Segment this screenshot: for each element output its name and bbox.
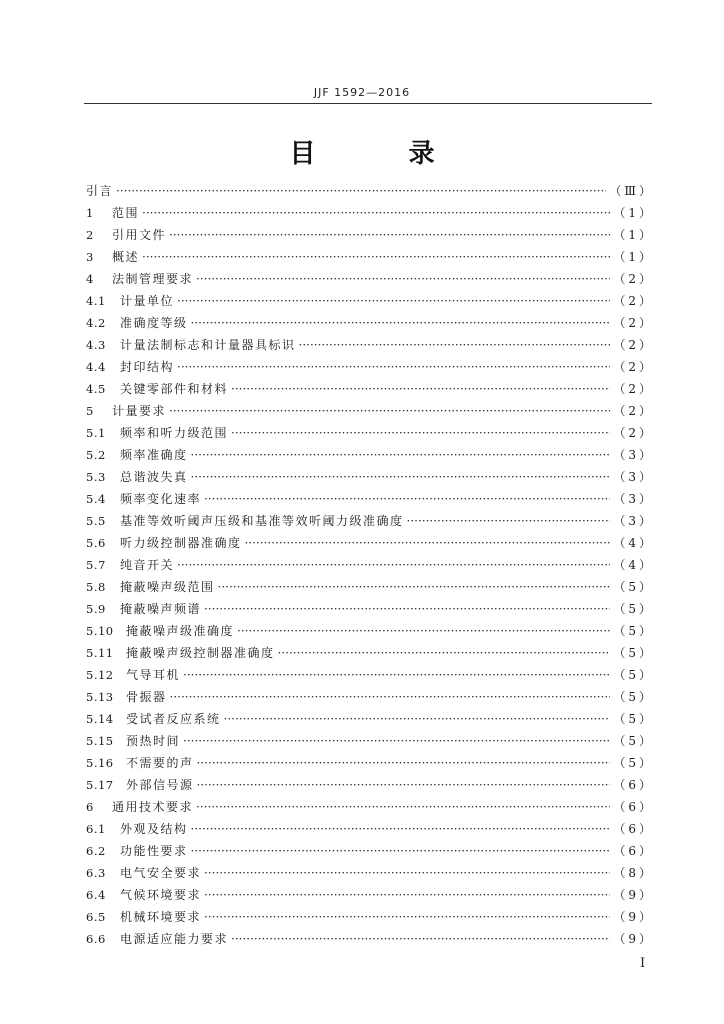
toc-entry[interactable]	[86, 400, 654, 422]
toc-entry-number: 5.9	[86, 602, 106, 616]
toc-entry[interactable]	[86, 268, 654, 290]
toc-entry[interactable]	[86, 246, 654, 268]
toc-leader-dots	[169, 400, 610, 422]
toc-entry-page: （6）	[613, 800, 654, 814]
toc-entry-title: 通用技术要求	[112, 800, 194, 814]
toc-entry-title: 计量单位	[120, 294, 175, 308]
toc-entry-page: （3）	[613, 470, 654, 484]
toc-entry-title: 频率准确度	[120, 448, 188, 462]
toc-entry-title: 准确度等级	[120, 316, 188, 330]
toc-leader-dots	[183, 664, 610, 686]
toc-entry-title: 引言	[86, 184, 114, 198]
header-rule	[84, 103, 652, 104]
toc-entry[interactable]	[86, 840, 654, 862]
toc-entry-title: 气候环境要求	[120, 888, 202, 902]
toc-entry-page: （5）	[613, 624, 654, 638]
toc-entry[interactable]	[86, 620, 654, 642]
toc-leader-dots	[204, 862, 610, 884]
toc-entry-number: 4.2	[86, 316, 106, 330]
toc-entry-title: 频率和听力级范围	[120, 426, 229, 440]
toc-entry-page: （1）	[613, 228, 654, 242]
toc-leader-dots	[245, 532, 611, 554]
toc-entry-title: 掩蔽噪声级控制器准确度	[126, 646, 275, 660]
toc-entry-title: 功能性要求	[120, 844, 188, 858]
toc-leader-dots	[218, 576, 611, 598]
toc-entry[interactable]	[86, 664, 654, 686]
toc-entry-title: 频率变化速率	[120, 492, 202, 506]
toc-entry-number: 5.4	[86, 492, 106, 506]
toc-entry-title: 掩蔽噪声频谱	[120, 602, 202, 616]
toc-entry-number: 1	[86, 206, 94, 220]
toc-entry-title: 法制管理要求	[112, 272, 194, 286]
toc-entry-number: 5.10	[86, 624, 114, 638]
page-number: I	[640, 956, 646, 971]
toc-entry-title: 受试者反应系统	[126, 712, 221, 726]
toc-leader-dots	[204, 884, 610, 906]
toc-entry-number: 5.1	[86, 426, 106, 440]
toc-entry-page: （9）	[613, 888, 654, 902]
toc-entry-number: 5.13	[86, 690, 114, 704]
toc-leader-dots	[237, 620, 610, 642]
toc-entry[interactable]	[86, 356, 654, 378]
toc-entry-page: （Ⅲ）	[609, 184, 654, 198]
toc-entry-title: 计量法制标志和计量器具标识	[120, 338, 296, 352]
toc-entry-title: 预热时间	[126, 734, 181, 748]
toc-entry[interactable]	[86, 906, 654, 928]
toc-entry-title: 机械环境要求	[120, 910, 202, 924]
toc-entry-number: 5.14	[86, 712, 114, 726]
toc-entry-title: 骨振器	[126, 690, 167, 704]
toc-leader-dots	[177, 290, 610, 312]
toc-entry[interactable]	[86, 510, 654, 532]
toc-leader-dots	[191, 840, 611, 862]
toc-leader-dots	[142, 246, 610, 268]
toc-leader-dots	[197, 774, 611, 796]
toc-entry-number: 5.2	[86, 448, 106, 462]
toc-leader-dots	[204, 906, 610, 928]
toc-leader-dots	[196, 796, 610, 818]
toc-leader-dots	[191, 444, 611, 466]
toc-entry[interactable]	[86, 686, 654, 708]
toc-leader-dots	[183, 730, 610, 752]
toc-entry-number: 5.15	[86, 734, 114, 748]
page-title: 目 录	[289, 139, 477, 169]
toc-entry-page: （2）	[613, 404, 654, 418]
toc-entry-title: 纯音开关	[120, 558, 175, 572]
toc-entry-page: （5）	[613, 580, 654, 594]
toc-entry-page: （6）	[613, 822, 654, 836]
toc-leader-dots	[231, 928, 610, 950]
toc-entry-title: 总谐波失真	[120, 470, 188, 484]
toc-leader-dots	[170, 686, 611, 708]
toc-entry-title: 听力级控制器准确度	[120, 536, 242, 550]
toc-entry[interactable]	[86, 598, 654, 620]
toc-entry-title: 外部信号源	[126, 778, 194, 792]
toc-leader-dots	[116, 180, 606, 202]
toc-leader-dots	[191, 466, 611, 488]
toc-entry-number: 6.3	[86, 866, 106, 880]
toc-entry-number: 6.6	[86, 932, 106, 946]
toc-entry-page: （5）	[613, 602, 654, 616]
document-code: JJF 1592—2016	[313, 86, 411, 99]
toc-entry-title: 气导耳机	[126, 668, 181, 682]
toc-entry[interactable]	[86, 818, 654, 840]
table-of-contents	[86, 180, 654, 950]
toc-entry-page: （2）	[613, 294, 654, 308]
toc-leader-dots	[142, 202, 610, 224]
toc-entry[interactable]	[86, 532, 654, 554]
toc-entry-page: （8）	[613, 866, 654, 880]
toc-leader-dots	[204, 488, 610, 510]
toc-entry-title: 关键零部件和材料	[120, 382, 229, 396]
toc-entry[interactable]	[86, 796, 654, 818]
toc-entry-number: 2	[86, 228, 94, 242]
toc-entry[interactable]	[86, 202, 654, 224]
toc-entry[interactable]	[86, 466, 654, 488]
toc-entry[interactable]	[86, 290, 654, 312]
toc-entry-title: 掩蔽噪声级准确度	[126, 624, 235, 638]
toc-entry-page: （2）	[613, 316, 654, 330]
toc-entry-page: （1）	[613, 206, 654, 220]
toc-entry-number: 4.4	[86, 360, 106, 374]
toc-entry-number: 6.1	[86, 822, 106, 836]
toc-leader-dots	[204, 598, 610, 620]
toc-leader-dots	[169, 224, 610, 246]
toc-entry[interactable]	[86, 642, 654, 664]
toc-entry-number: 5.11	[86, 646, 114, 660]
toc-entry-page: （2）	[613, 360, 654, 374]
toc-entry-page: （2）	[613, 338, 654, 352]
toc-leader-dots	[231, 378, 610, 400]
toc-entry-page: （4）	[613, 536, 654, 550]
toc-entry-number: 6.2	[86, 844, 106, 858]
toc-entry-number: 5.5	[86, 514, 106, 528]
toc-entry-page: （5）	[613, 734, 654, 748]
toc-entry[interactable]	[86, 224, 654, 246]
toc-entry[interactable]	[86, 928, 654, 950]
toc-entry[interactable]	[86, 422, 654, 444]
toc-entry-number: 4.3	[86, 338, 106, 352]
toc-entry[interactable]	[86, 378, 654, 400]
toc-entry-page: （9）	[613, 932, 654, 946]
toc-leader-dots	[191, 818, 611, 840]
toc-entry-page: （5）	[613, 756, 654, 770]
toc-entry-number: 4.1	[86, 294, 106, 308]
toc-leader-dots	[191, 312, 611, 334]
toc-entry-number: 5.12	[86, 668, 114, 682]
toc-entry-page: （9）	[613, 910, 654, 924]
toc-entry-number: 5.17	[86, 778, 114, 792]
toc-entry-page: （5）	[613, 712, 654, 726]
toc-entry[interactable]	[86, 488, 654, 510]
toc-entry[interactable]	[86, 576, 654, 598]
toc-entry-title: 不需要的声	[126, 756, 194, 770]
toc-leader-dots	[299, 334, 611, 356]
toc-entry-title: 电源适应能力要求	[120, 932, 229, 946]
toc-entry-number: 5.3	[86, 470, 106, 484]
toc-entry-title: 引用文件	[112, 228, 167, 242]
toc-entry[interactable]	[86, 774, 654, 796]
toc-leader-dots	[278, 642, 611, 664]
toc-leader-dots	[177, 356, 610, 378]
toc-entry[interactable]	[86, 730, 654, 752]
toc-leader-dots	[177, 554, 610, 576]
toc-entry[interactable]	[86, 884, 654, 906]
toc-entry-page: （5）	[613, 646, 654, 660]
toc-entry-page: （4）	[613, 558, 654, 572]
toc-entry-title: 掩蔽噪声级范围	[120, 580, 215, 594]
toc-entry[interactable]	[86, 180, 654, 202]
toc-entry[interactable]	[86, 334, 654, 356]
toc-entry-title: 基准等效听阈声压级和基准等效听阈力级准确度	[120, 514, 404, 528]
toc-entry-number: 5.16	[86, 756, 114, 770]
toc-entry-page: （2）	[613, 426, 654, 440]
toc-entry[interactable]	[86, 554, 654, 576]
toc-entry-number: 6.4	[86, 888, 106, 902]
toc-entry-page: （3）	[613, 448, 654, 462]
toc-leader-dots	[197, 752, 611, 774]
toc-entry[interactable]	[86, 752, 654, 774]
toc-entry-title: 电气安全要求	[120, 866, 202, 880]
toc-entry-number: 5.8	[86, 580, 106, 594]
toc-entry-title: 封印结构	[120, 360, 175, 374]
toc-entry-page: （6）	[613, 778, 654, 792]
toc-entry-page: （2）	[613, 382, 654, 396]
toc-entry[interactable]	[86, 862, 654, 884]
toc-entry-page: （6）	[613, 844, 654, 858]
toc-entry-page: （5）	[613, 690, 654, 704]
toc-entry-page: （5）	[613, 668, 654, 682]
toc-entry-number: 5	[86, 404, 94, 418]
toc-leader-dots	[196, 268, 610, 290]
toc-entry-title: 外观及结构	[120, 822, 188, 836]
toc-entry-number: 5.6	[86, 536, 106, 550]
toc-entry-number: 6.5	[86, 910, 106, 924]
toc-entry-number: 5.7	[86, 558, 106, 572]
toc-entry[interactable]	[86, 312, 654, 334]
toc-entry-number: 3	[86, 250, 94, 264]
toc-entry-page: （3）	[613, 492, 654, 506]
toc-entry-number: 6	[86, 800, 94, 814]
toc-entry-number: 4	[86, 272, 94, 286]
toc-leader-dots	[231, 422, 610, 444]
toc-leader-dots	[407, 510, 611, 532]
toc-entry-page: （1）	[613, 250, 654, 264]
toc-entry-title: 计量要求	[112, 404, 167, 418]
toc-entry-number: 4.5	[86, 382, 106, 396]
toc-entry-title: 范围	[112, 206, 140, 220]
toc-entry-title: 概述	[112, 250, 140, 264]
toc-leader-dots	[224, 708, 611, 730]
toc-entry-page: （3）	[613, 514, 654, 528]
toc-entry[interactable]	[86, 444, 654, 466]
toc-entry[interactable]	[86, 708, 654, 730]
toc-entry-page: （2）	[613, 272, 654, 286]
